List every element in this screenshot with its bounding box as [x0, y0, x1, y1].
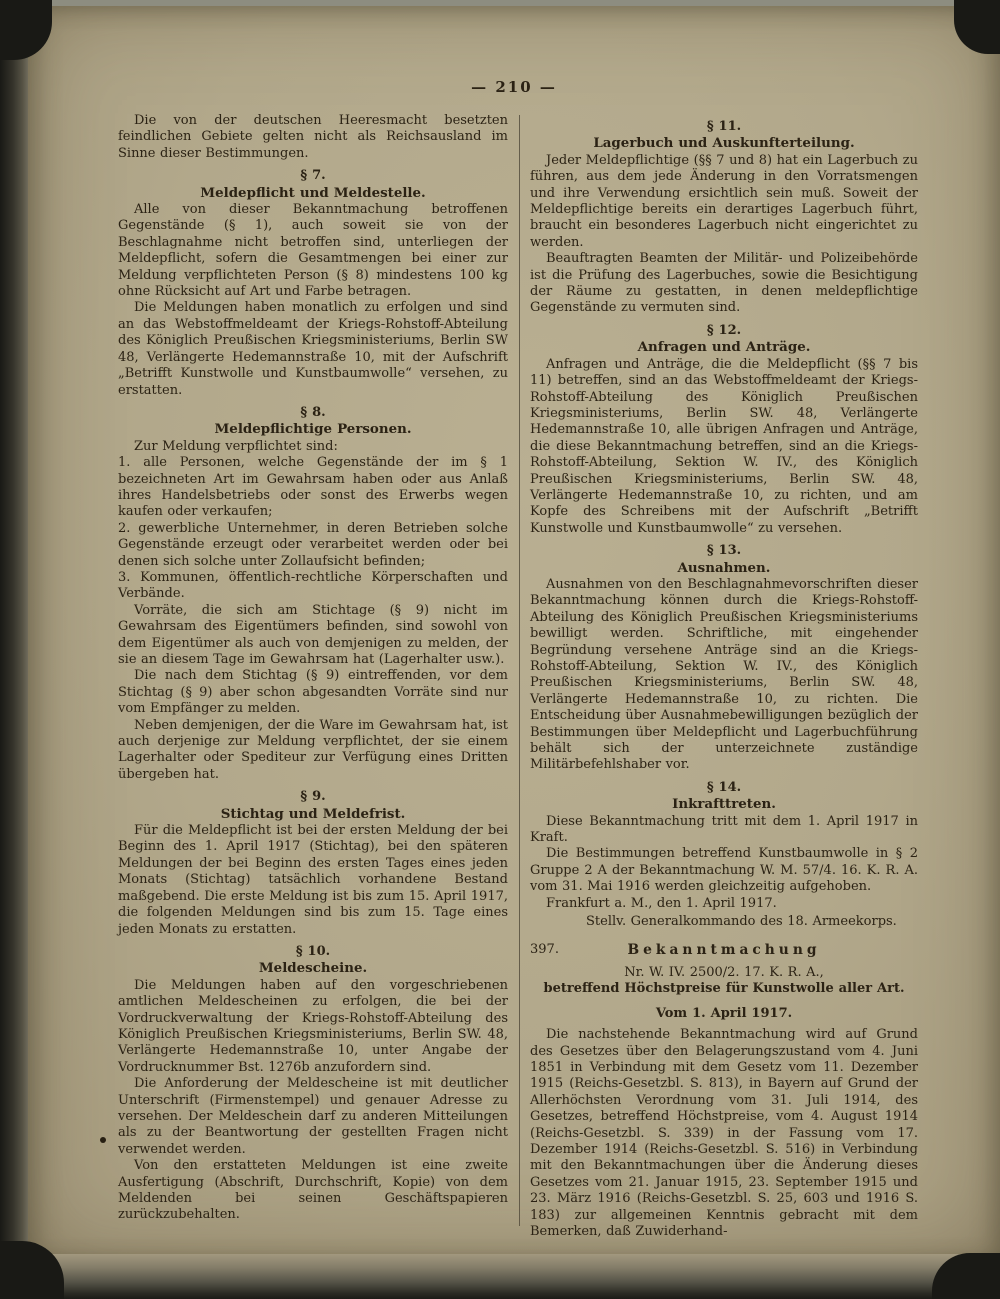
announcement-number: 397. — [530, 941, 559, 957]
paragraph: Beauftragten Beamten der Militär- und Polizeibehörde ist die Prüfung des Lagerbuches, sowie die Besichtigung der Räume zu gestatten, in denen meldepflichtige Gegenstände zu vermuten sind. — [530, 251, 918, 316]
document-page — [28, 6, 1000, 1262]
right-column — [530, 113, 918, 1240]
section-title: Meldepflichtige Personen. — [214, 421, 412, 438]
section-title: Lagerbuch und Auskunfterteilung. — [593, 135, 855, 152]
paragraph: Die Anforderung der Meldescheine ist mit deutlicher Unterschrift (Firmenstempel) und genauer Adresse zu versehen. Der Meldeschein darf zu anderen Mitteilungen als zu der Beantwortung der gestellten Fragen nicht verwendet werden. — [118, 1076, 508, 1157]
paragraph: Ausnahmen von den Beschlagnahmevorschriften dieser Bekanntmachung können durch die Kriegs-Rohstoff-Abteilung des Königlich Preußischen Kriegsministeriums bewilligt werden. Schriftliche, mit eingehender Begründung versehene Anträge sind an die Kriegs-Rohstoff-Abteilung, Sektion W. IV., des Königlich Preußischen Kriegsministeriums, Berlin SW. 48, Verlängerte Hedemannstraße 10, zu richten. Die Entscheidung über Ausnahmebewilligungen bezüglich der Bestimmungen über Meldepflicht und Lagerbuchführung behält sich der unterzeichnete zuständige Militärbefehlshaber vor. — [530, 576, 918, 773]
section-number: § 10. — [295, 943, 331, 959]
announcement-heading — [530, 942, 918, 958]
paragraph: Alle von dieser Bekanntmachung betroffenen Gegenstände (§ 1), auch soweit sie von der Beschlagnahme nicht betroffen sind, unterliegen der Meldepflicht, sofern die Gesamtmengen bei einer zur Meldung verpflichteten Person (§ 8) mindestens 100 kg ohne Rücksicht auf Art und Farbe betragen. — [118, 202, 508, 300]
paragraph: Die Bestimmungen betreffend Kunstbaumwolle in § 2 Gruppe 2 A der Bekanntmachung W. M. 57/4. 16. K. R. A. vom 31. Mai 1916 werden gleichzeitig aufgehoben. — [530, 846, 918, 895]
paragraph: Jeder Meldepflichtige (§§ 7 und 8) hat ein Lagerbuch zu führen, aus dem jede Änderung in den Vorratsmengen und ihre Verwendung ersichtlich sein muß. Soweit der Meldepflichtige bereits ein derartiges Lagerbuch führt, braucht ein besonderes Lagerbuch nicht eingerichtet zu werden. — [530, 152, 918, 250]
section-title: Stichtag und Meldefrist. — [220, 805, 406, 822]
section-number: § 13. — [706, 543, 742, 559]
ink-spot — [100, 1137, 106, 1143]
list-item: 1. alle Personen, welche Gegenstände der im § 1 bezeichneten Art im Gewahrsam haben oder aus Anlaß ihres Handelsbetriebs oder sonst des Erwerbs wegen kaufen oder verkaufen; — [118, 455, 508, 520]
paragraph: Neben demjenigen, der die Ware im Gewahrsam hat, ist auch derjenige zur Meldung verpflichtet, der sie einem Lagerhalter oder Spediteur zur Verfügung eines Dritten übergeben hat. — [118, 717, 508, 782]
text-columns — [28, 113, 1000, 1240]
paragraph: Die nach dem Stichtag (§ 9) eintreffenden, vor dem Stichtag (§ 9) aber schon abgesandten Vorräte sind nur vom Empfänger zu melden. — [118, 668, 508, 717]
list-item: 3. Kommunen, öffentlich-rechtliche Körperschaften und Verbände. — [118, 569, 508, 602]
announcement-title: Bekanntmachung — [627, 941, 821, 958]
subject-line: betreffend Höchstpreise für Kunstwolle aller Art. — [543, 981, 905, 997]
paragraph: Die Meldungen haben auf den vorgeschriebenen amtlichen Meldescheinen zu erfolgen, die bei der Vordruckverwaltung der Kriegs-Rohstoff-Abteilung des Königlich Preußischen Kriegsministeriums, Berlin SW. 48, Verlängerte Hedemannstraße 10, unter Angabe der Vordrucknummer Bst. 1276b anzufordern sind. — [118, 977, 508, 1075]
section-title: Anfragen und Anträge. — [637, 339, 811, 356]
paragraph: Von den erstatteten Meldungen ist eine zweite Ausfertigung (Abschrift, Durchschrift, Kopie) von dem Meldenden bei seinen Geschäftspapieren zurückzubehalten. — [118, 1158, 508, 1223]
paragraph: Zur Meldung verpflichtet sind: — [134, 438, 338, 454]
paragraph: Frankfurt a. M., den 1. April 1917. — [546, 895, 777, 911]
scan-bottom-edge — [0, 1254, 1000, 1299]
section-title: Inkrafttreten. — [672, 796, 776, 813]
section-number: § 7. — [300, 168, 326, 184]
section-number: § 14. — [706, 779, 742, 795]
section-title: Meldepflicht und Meldestelle. — [200, 184, 426, 201]
reference-line: Nr. W. IV. 2500/2. 17. K. R. A., — [624, 964, 824, 980]
signature-line: Stellv. Generalkommando des 18. Armeekorps. — [586, 914, 897, 930]
paragraph: Die Meldungen haben monatlich zu erfolgen und sind an das Webstoffmeldeamt der Kriegs-Rohstoff-Abteilung des Königlich Preußischen Kriegsministeriums, Berlin SW 48, Verlängerte Hedemannstraße 10, mit der Aufschrift „Betrifft Kunstwolle und Kunstbaumwolle“ versehen, zu erstatten. — [118, 300, 508, 398]
paragraph: Diese Bekanntmachung tritt mit dem 1. April 1917 in Kraft. — [530, 813, 918, 846]
left-column — [118, 113, 508, 1240]
paragraph: Vorräte, die sich am Stichtage (§ 9) nicht im Gewahrsam des Eigentümers befinden, sind sowohl von dem Eigentümer als auch von demjenigen zu melden, der sie an diesem Tage im Gewahrsam hat (Lagerhalter usw.). — [118, 602, 508, 667]
section-number: § 12. — [706, 322, 742, 338]
list-item: 2. gewerbliche Unternehmer, in deren Betrieben solche Gegenstände erzeugt oder verarbeitet werden oder bei denen sich solche unter Zollaufsicht befinden; — [118, 520, 508, 569]
section-number: § 8. — [300, 404, 326, 420]
section-title: Ausnahmen. — [677, 559, 771, 576]
page-number: — 210 — — [471, 78, 557, 96]
section-number: § 11. — [706, 119, 742, 134]
paragraph: Die nachstehende Bekanntmachung wird auf Grund des Gesetzes über den Belagerungszustand vom 4. Juni 1851 in Verbindung mit dem Gesetz vom 11. Dezember 1915 (Reichs-Gesetzbl. S. 813), in Bayern auf Grund der Allerhöchsten Verordnung vom 31. Juli 1914, des Gesetzes, betreffend Höchstpreise, vom 4. August 1914 (Reichs-Gesetzbl. S. 339) in der Fassung vom 17. Dezember 1914 (Reichs-Gesetzbl. S. 516) in Verbindung mit den Bekanntmachungen über die Änderung dieses Gesetzes vom 21. Januar 1915, 23. September 1915 und 23. März 1916 (Reichs-Gesetzbl. S. 25, 603 und 1916 S. 183) zur allgemeinen Kenntnis gebracht mit dem Bemerken, daß Zuwiderhand- — [530, 1027, 918, 1239]
paragraph: Die von der deutschen Heeresmacht besetzten feindlichen Gebiete gelten nicht als Reichsausland im Sinne dieser Bestimmungen. — [118, 113, 508, 161]
column-divider — [519, 115, 520, 1226]
paragraph: Anfragen und Anträge, die die Meldepflicht (§§ 7 bis 11) betreffen, sind an das Webstoffmeldeamt der Kriegs-Rohstoff-Abteilung des Königlich Preußischen Kriegsministeriums, Berlin SW. 48, Verlängerte Hedemannstraße 10, alle übrigen Anfragen und Anträge, die diese Bekanntmachung betreffen, sind an die Kriegs-Rohstoff-Abteilung, Sektion W. IV., des Königlich Preußischen Kriegsministeriums, Berlin SW. 48, Verlängerte Hedemannstraße 10, zu richten, und am Kopfe des Schreibens mit der Aufschrift „Betrifft Kunstwolle und Kunstbaumwolle“ zu versehen. — [530, 356, 918, 536]
section-number: § 9. — [300, 789, 326, 805]
date-heading: Vom 1. April 1917. — [655, 1005, 793, 1021]
paragraph: Für die Meldepflicht ist bei der ersten Meldung der bei Beginn des 1. April 1917 (Stichtag), bei den späteren Meldungen der bei Beginn des ersten Tages eines jeden Monats (Stichtag) tatsächlich vorhandene Bestand maßgebend. Die erste Meldung ist bis zum 15. April 1917, die folgenden Meldungen sind bis zum 15. Tage eines jeden Monats zu erstatten. — [118, 823, 508, 937]
book-binding-edge — [0, 0, 28, 1299]
section-title: Meldescheine. — [258, 960, 368, 977]
